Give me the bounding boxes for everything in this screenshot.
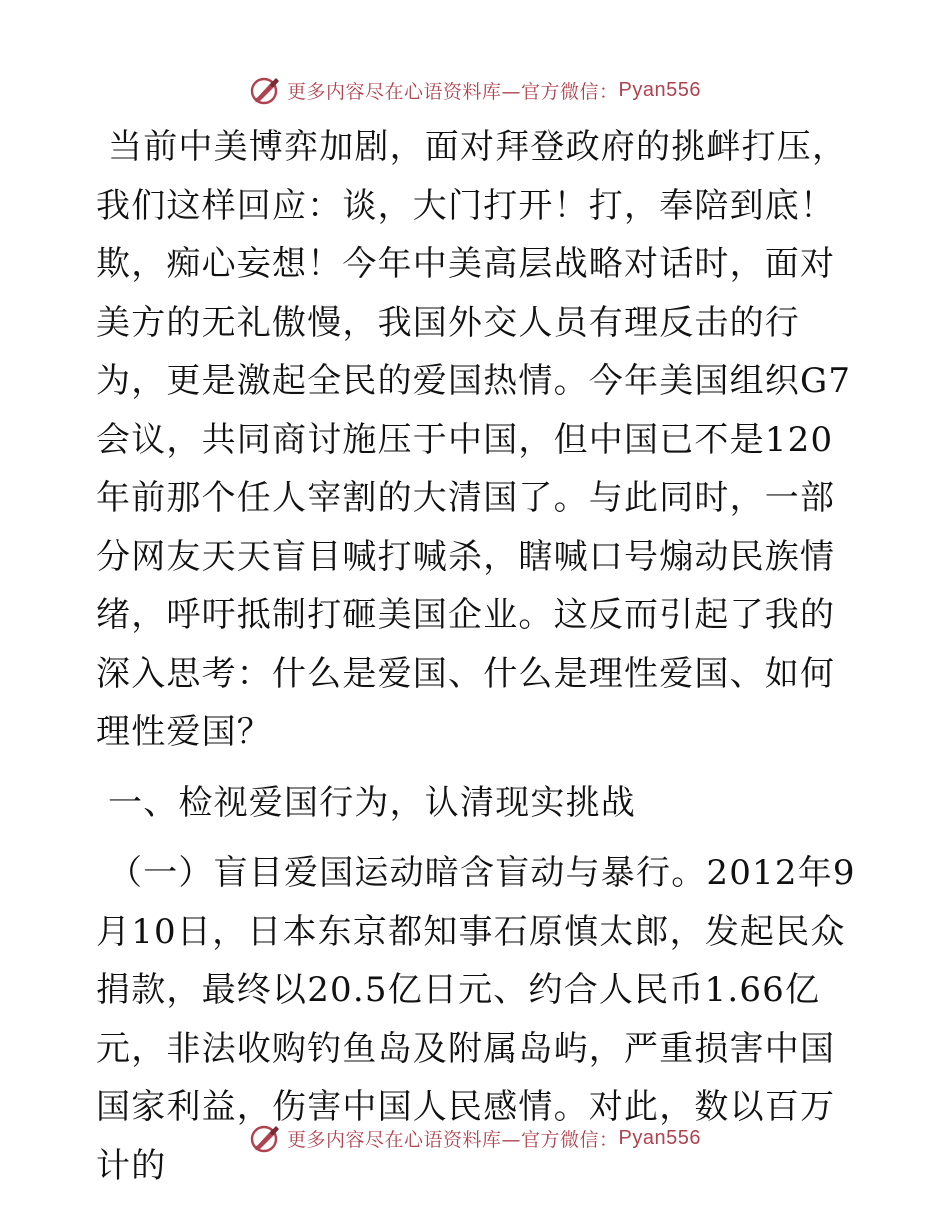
watermark-header <box>0 70 950 110</box>
brush-logo-icon <box>249 73 283 107</box>
watermark-account: Pyan556 <box>618 78 701 101</box>
watermark-text: 更多内容尽在心语资料库—官方微信： <box>287 1128 619 1151</box>
section-heading: 一、检视爱国行为，认清现实挑战 <box>108 782 636 823</box>
brush-logo-icon <box>249 1121 283 1155</box>
document-body <box>96 118 856 1195</box>
watermark-account: Pyan556 <box>618 1126 701 1149</box>
watermark-footer <box>0 1118 950 1158</box>
paragraph-section-1-1: （一）盲目爱国运动暗含盲动与暴行。2012年9月10日，日本东京都知事石原慎太郎，发起民众捐款，最终以20.5亿日元、约合人民币1.66亿元，非法收购钓鱼岛及附属岛屿，严重损害中国国家利益，伤害中国人民感情。对此，数以百万计的 <box>96 853 856 1186</box>
watermark-text: 更多内容尽在心语资料库—官方微信： <box>287 80 619 103</box>
paragraph-intro: 当前中美博弈加剧，面对拜登政府的挑衅打压，我们这样回应：谈，大门打开！打，奉陪到底！欺，痴心妄想！今年中美高层战略对话时，面对美方的无礼傲慢，我国外交人员有理反击的行为，更是激起全民的爱国热情。今年美国组织G7会议，共同商讨施压于中国，但中国已不是120年前那个任人宰割的大清国了。与此同时，一部分网友天天盲目喊打喊杀，瞎喊口号煽动民族情绪，呼吁抵制打砸美国企业。这反而引起了我的深入思考：什么是爱国、什么是理性爱国、如何理性爱国？ <box>96 127 852 752</box>
